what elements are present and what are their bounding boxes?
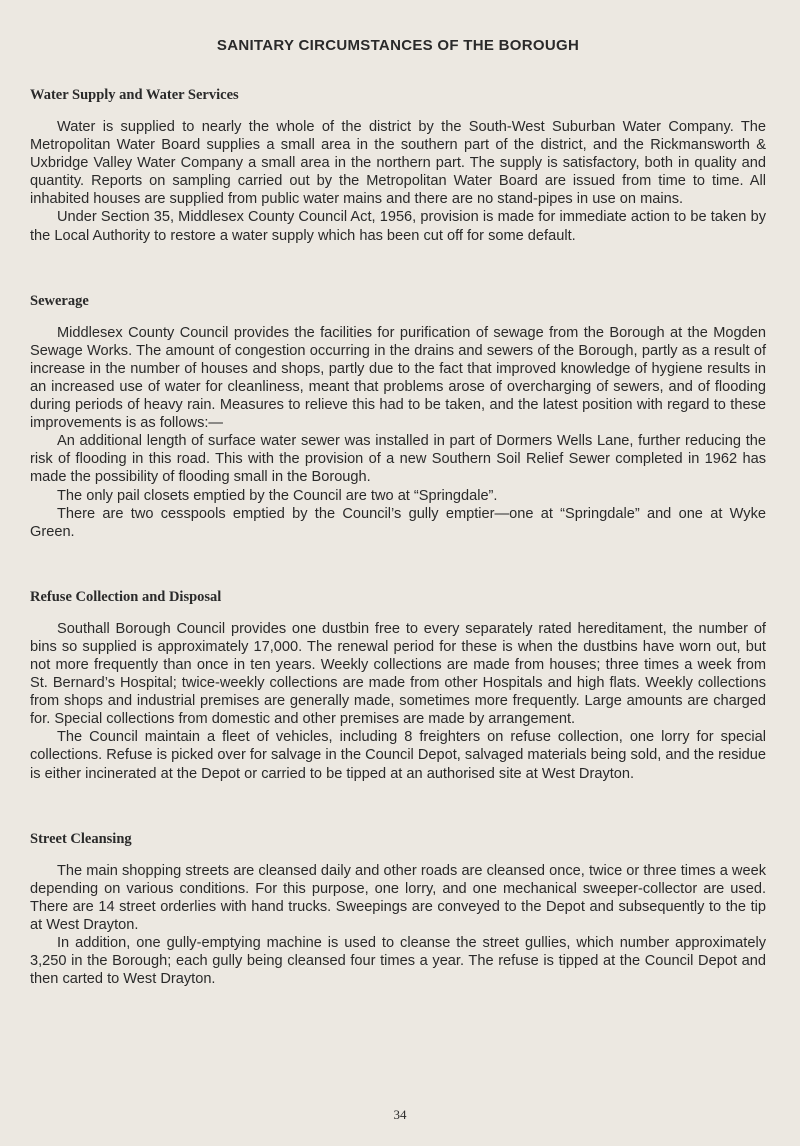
page-number: 34: [393, 1107, 407, 1122]
section-heading: Water Supply and Water Services: [30, 87, 239, 103]
section-heading: Street Cleansing: [30, 830, 132, 847]
paragraph: The only pail closets emptied by the Council are two at “Springdale”.: [57, 487, 498, 504]
section-sewerage: [30, 293, 766, 541]
paragraph: The main shopping streets are cleansed daily and other roads are cleansed once, twice or three times a week depending on various conditions. For this purpose, one lorry, and one mechanical sweeper-collector are used. There are 14 street orderlies with hand trucks. Sweepings are conveyed to the Depot and subsequently to the tip at West Drayton.: [30, 862, 766, 933]
paragraph: The Council maintain a fleet of vehicles, including 8 freighters on refuse collection, one lorry for special collections. Refuse is picked over for salvage in the Council Depot, salvaged materials being sold, and the residue is either incinerated at the Depot or carried to be tipped at an authorised site at West Drayton.: [30, 729, 766, 782]
paragraph: In addition, one gully-emptying machine is used to cleanse the street gullies, which number approximately 3,250 in the Borough; each gully being cleansed four times a year. The refuse is tipped at the Council Depot and then carted to West Drayton.: [30, 935, 766, 988]
paragraph: There are two cesspools emptied by the Council’s gully emptier—one at “Springdale” and one at Wyke Green.: [30, 505, 766, 540]
paragraph: Middlesex County Council provides the facilities for purification of sewage from the Borough at the Mogden Sewage Works. The amount of congestion occurring in the drains and sewers of the Borough, partly as a result of increase in the number of houses and shops, partly due to the fact that improved knowledge of hygiene results in an increased use of water for cleanliness, meant that problems arose of overcharging of sewers, and of flooding during periods of heavy rain. Measures to relieve this had to be taken, and the latest position with regard to these improvements is as follows:—: [30, 324, 766, 432]
paragraph: An additional length of surface water sewer was installed in part of Dormers Wells Lane, further reducing the risk of flooding in this road. This with the provision of a new Southern Soil Relief Sewer completed in 1962 has made the possibility of flooding small in the Borough.: [30, 433, 766, 486]
section-refuse-collection: [30, 589, 766, 783]
paragraph: Water is supplied to nearly the whole of the district by the South-West Suburban Water Company. The Metropolitan Water Board supplies a small area in the southern part of the district, and the Rickmansworth & Uxbridge Valley Water Company a small area in the northern part. The supply is satisfactory, both in quality and quantity. Reports on sampling carried out by the Metropolitan Water Board are issued from time to time. All inhabited houses are supplied from public water mains and there are no stand-pipes in use on mains.: [30, 119, 766, 208]
section-street-cleansing: [30, 831, 766, 989]
section-water-supply: [30, 87, 766, 245]
section-heading: Refuse Collection and Disposal: [30, 588, 222, 605]
paragraph: Southall Borough Council provides one dustbin free to every separately rated hereditament, the number of bins so supplied is approximately 17,000. The renewal period for these is when the dustbins have worn out, but not more frequently than once in ten years. Weekly collections are made from houses; three times a week from St. Bernard’s Hospital; twice-weekly collections are made from other Hospitals and high flats. Weekly collections from shops and industrial premises are generally made, sometimes more frequently. Large amounts are charged for. Special collections from domestic and other premises are made by arrangement.: [30, 620, 766, 728]
section-heading: Sewerage: [30, 292, 89, 309]
paragraph: Under Section 35, Middlesex County Council Act, 1956, provision is made for immediate action to be taken by the Local Authority to restore a water supply which has been cut off for some default.: [30, 209, 766, 244]
page-title: SANITARY CIRCUMSTANCES OF THE BOROUGH: [216, 37, 580, 54]
